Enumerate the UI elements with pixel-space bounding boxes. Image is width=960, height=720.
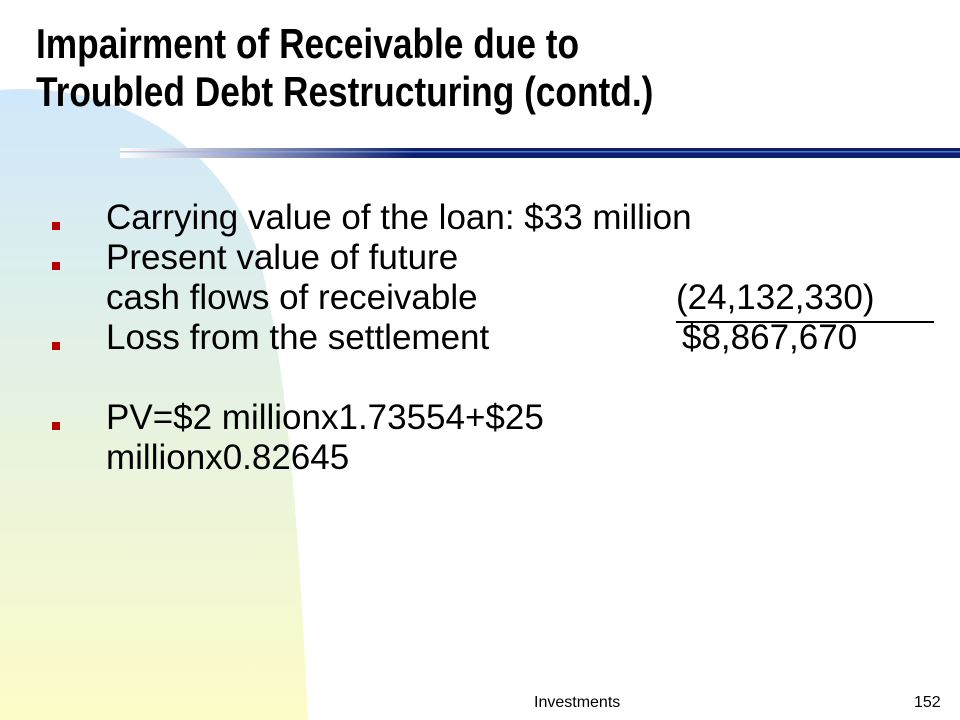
present-value-line: Present value of future	[106, 238, 459, 277]
pv-formula-line-2: millionx0.82645	[106, 438, 350, 477]
carrying-value-line: Carrying value of the loan: $33 million	[106, 198, 692, 237]
pv-future-amount: (24,132,330)	[676, 278, 875, 317]
bullet-marker	[52, 342, 60, 350]
bullet-marker	[52, 422, 60, 430]
bullet-marker	[52, 262, 60, 270]
title-line-2: Troubled Debt Restructuring (contd.)	[36, 68, 654, 115]
slide-title	[36, 20, 792, 116]
present-value-line-2: cash flows of receivable	[106, 278, 478, 317]
title-divider	[120, 148, 960, 158]
loss-line: Loss from the settlement	[106, 318, 490, 357]
pv-formula-line: PV=$2 millionx1.73554+$25	[106, 398, 544, 437]
footer-label: Investments	[534, 694, 621, 711]
loss-amount: $8,867,670	[682, 318, 858, 357]
bullet-marker	[52, 222, 60, 230]
title-line-1: Impairment of Receivable due to	[36, 20, 580, 67]
page-number: 152	[914, 694, 941, 711]
